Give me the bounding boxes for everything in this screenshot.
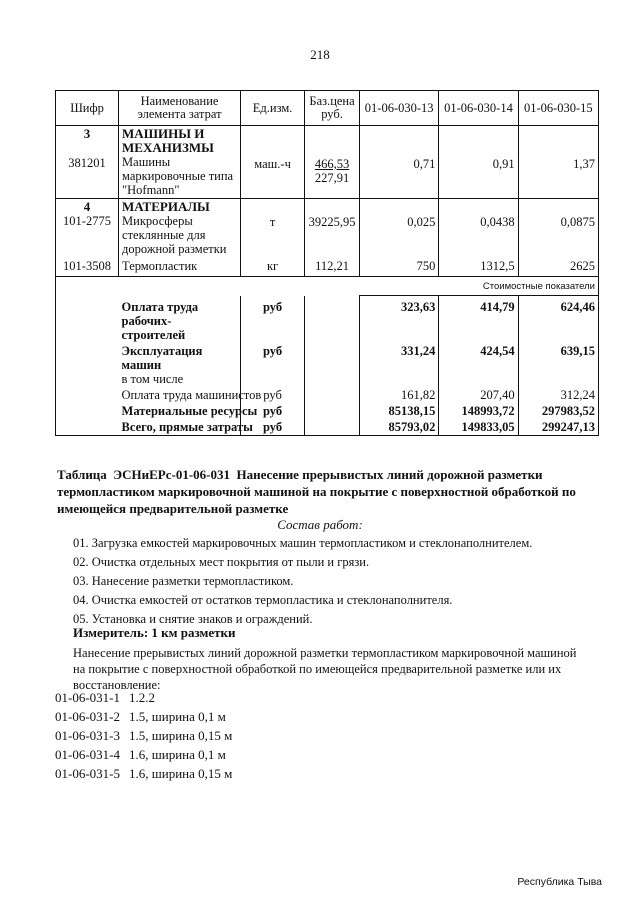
page-number: 218 [310,47,330,62]
operators-label: Оплата труда машинистов [119,387,241,403]
code-id: 01-06-031-3 [55,728,120,743]
labor-label-line1: Оплата труда рабочих- [121,299,199,328]
operators-unit: руб [241,387,305,403]
machines-name-line3: "Hofmann" [122,183,180,197]
header-unit: Ед.изм. [241,91,305,126]
table-row-materials-2 [56,257,599,277]
labor-v3: 624,46 [518,296,598,343]
total-v1: 85793,02 [360,419,439,436]
code-text: 1.2.2 [129,690,155,705]
machines-v1: 0,71 [413,157,436,171]
list-item: 05. Установка и снятие знаков и ограждений. [73,612,313,626]
materials-item2-v1: 750 [360,257,439,277]
operators-v1: 161,82 [360,387,439,403]
labor-v1: 323,63 [360,296,439,343]
machines-unit-cell [241,126,305,199]
total-unit: руб [241,419,305,436]
list-item: 01. Загрузка емкостей маркировочных машин термопластиком и стеклонаполнителем. [73,536,533,550]
header-price-line1: Баз.цена [309,94,355,108]
machines-code-cell [56,126,119,199]
machines-unit: маш.-ч [254,157,291,171]
description [73,645,598,693]
work-steps-list [73,534,532,629]
materials-item2-price: 112,21 [305,257,360,277]
cost-caption: Стоимостные показатели [360,277,599,296]
code-text: 1.5, ширина 0,15 м [129,728,233,743]
measure-unit: Измеритель: 1 км разметки [73,625,236,640]
total-label: Всего, прямые затраты [119,419,241,436]
list-item: 03. Нанесение разметки термопластиком. [73,574,294,588]
description-line1: Нанесение прерывистых линий дорожной разметки термопластиком маркировочной машиной [73,646,577,660]
list-item: 02. Очистка отдельных мест покрытия от пыли и грязи. [73,555,370,569]
machines-name-line2: маркировочные типа [122,169,234,183]
composition-title: Состав работ: [277,517,363,532]
machines-title-line1: МАШИНЫ И [122,126,205,141]
materials-title: МАТЕРИАЛЫ [122,199,210,214]
materials-item1-v2: 0,0438 [480,215,515,229]
total-v3: 299247,13 [518,419,598,436]
materials-item2-v2: 1312,5 [439,257,518,277]
materials-sum-unit: руб [241,403,305,419]
labor-v2: 414,79 [439,296,518,343]
table-row-materials-1 [56,199,599,258]
list-item: 04. Очистка емкостей от остатков термопластика и стеклонаполнителя. [73,593,453,607]
machines-section-no: 3 [83,126,91,141]
labor-label-line2: строителей [121,327,186,342]
summary-row-machines [56,343,599,387]
header-name-line1: Наименование [140,94,219,108]
materials-item1-v3: 0,0875 [560,215,595,229]
machines-code: 381201 [68,156,106,170]
operators-v2: 207,40 [439,387,518,403]
header-name [119,91,241,126]
description-line3: восстановление: [73,678,161,692]
table-row-machines [56,126,599,199]
cost-caption-row [56,277,599,296]
machines-op-v1: 331,24 [360,343,439,387]
machines-v3: 1,37 [573,157,595,171]
materials-section-no: 4 [83,199,91,214]
materials-item2-name: Термопластик [119,257,241,277]
table-header-row [56,91,599,126]
table-title [57,466,602,517]
table-title-line1: Таблица ЭСНиЕРс-01-06-031 Нанесение прерывистых линий дорожной разметки [57,467,543,482]
header-col3: 01-06-030-15 [518,91,598,126]
code-id: 01-06-031-2 [55,709,120,724]
code-row [55,764,232,783]
materials-item1-name-line1: Микросферы [122,214,193,228]
materials-item1-unit: т [269,215,276,229]
machines-price2: 227,91 [314,171,350,185]
table-title-line2: термопластиком маркировочной машиной на покрытие с поверхностной обработкой по [57,484,576,499]
machines-op-unit: руб [241,343,305,387]
materials-sum-v1: 85138,15 [360,403,439,419]
header-code: Шифр [56,91,119,126]
summary-row-labor [56,296,599,343]
materials-item1-price: 39225,95 [308,215,356,229]
machines-op-sublabel: в том числе [121,371,184,386]
header-price [305,91,360,126]
machines-op-v2: 424,54 [439,343,518,387]
operators-v3: 312,24 [518,387,598,403]
summary-row-operators [56,387,599,403]
code-row [55,726,232,745]
total-v2: 149833,05 [439,419,518,436]
header-col2: 01-06-030-14 [439,91,518,126]
machines-op-v3: 639,15 [518,343,598,387]
machines-op-label: Эксплуатация машин [121,343,203,372]
summary-row-materials [56,403,599,419]
machines-name-cell [119,126,241,199]
footer-region: Республика Тыва [517,876,602,888]
code-id: 01-06-031-1 [55,690,120,705]
summary-row-total [56,419,599,436]
materials-item1-v1: 0,025 [407,215,436,229]
materials-item2-code: 101-3508 [56,257,119,277]
machines-price-cell [305,126,360,199]
machines-v2: 0,91 [492,157,515,171]
description-line2: на покрытие с поверхностной обработкой по имеющейся предварительной разметке или их [73,662,562,676]
materials-sum-v2: 148993,72 [439,403,518,419]
machines-price1: 466,53 [314,157,350,171]
code-row [55,688,232,707]
code-list [55,688,232,783]
code-row [55,707,232,726]
materials-item1-name-line2: стеклянные для [122,228,206,242]
machines-title-line2: МЕХАНИЗМЫ [122,140,214,155]
materials-item1-name-line3: дорожной разметки [122,242,227,256]
header-col1: 01-06-030-13 [360,91,439,126]
resource-table [55,90,599,436]
header-name-line2: элемента затрат [137,107,222,121]
code-text: 1.5, ширина 0,1 м [129,709,226,724]
materials-sum-label: Материальные ресурсы [119,403,241,419]
materials-sum-v3: 297983,52 [518,403,598,419]
table-title-line3: имеющейся предварительной разметке [57,501,289,516]
materials-item2-v3: 2625 [518,257,598,277]
machines-name-line1: Машины [122,155,171,169]
code-id: 01-06-031-4 [55,747,120,762]
materials-item1-code: 101-2775 [63,214,111,228]
code-text: 1.6, ширина 0,1 м [129,747,226,762]
code-row [55,745,232,764]
code-text: 1.6, ширина 0,15 м [129,766,233,781]
materials-item2-unit: кг [241,257,305,277]
header-price-line2: руб. [321,107,343,121]
code-id: 01-06-031-5 [55,766,120,781]
labor-unit: руб [241,296,305,343]
